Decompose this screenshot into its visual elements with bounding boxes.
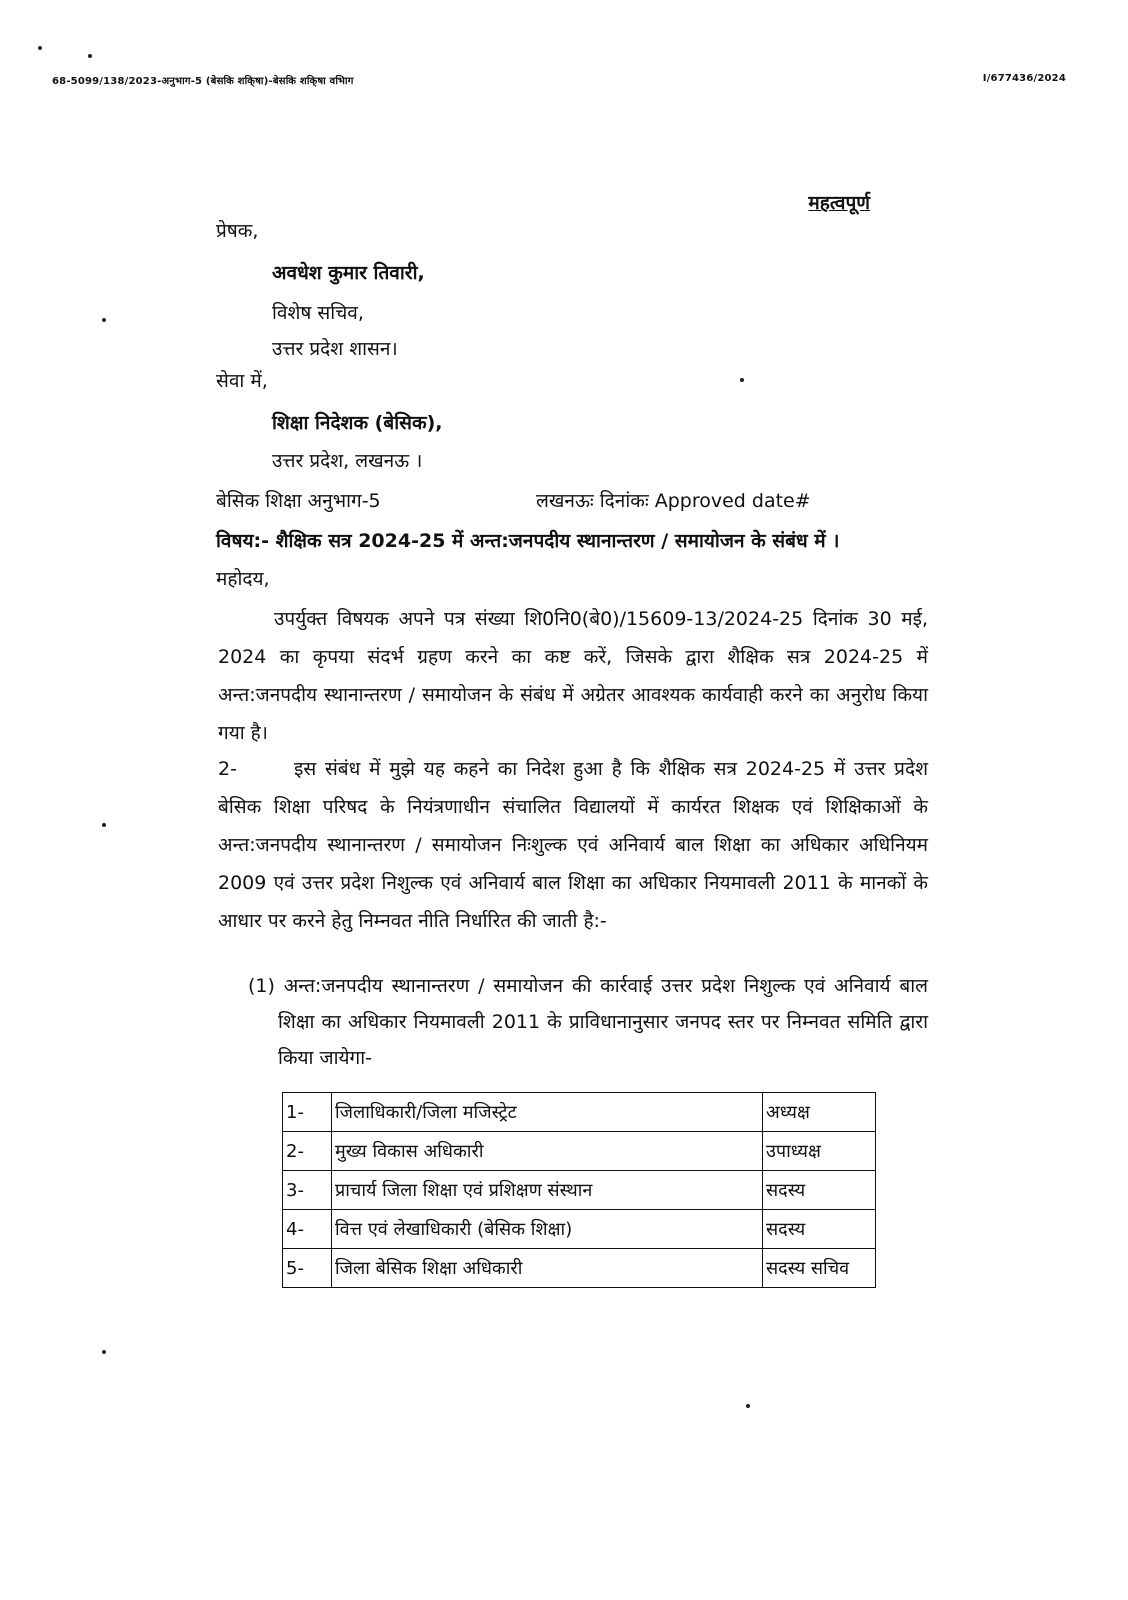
importance-label: महत्वपूर्ण [808, 192, 870, 214]
scan-speck [102, 823, 106, 827]
paragraph-2-number: 2- [218, 758, 237, 780]
salutation: महोदय, [216, 568, 270, 590]
file-reference: 68-5099/138/2023-अनुभाग-5 (बेसकि शकि्षा)-बेसकि शकि्षा वभिाग [52, 76, 354, 87]
scan-speck [102, 318, 106, 322]
scan-speck [88, 54, 92, 58]
sender-office: उत्तर प्रदेश शासन। [272, 338, 398, 360]
member-title: मुख्य विकास अधिकारी [332, 1132, 763, 1171]
recipient-address: उत्तर प्रदेश, लखनऊ । [272, 450, 423, 472]
member-title: प्राचार्य जिला शिक्षा एवं प्रशिक्षण संस्थान [332, 1171, 763, 1210]
table-row [283, 1093, 876, 1132]
member-role: सदस्य [763, 1210, 876, 1249]
table-row [283, 1132, 876, 1171]
sender-label: प्रेषक, [216, 220, 259, 242]
row-number: 5- [283, 1249, 332, 1288]
table-row [283, 1210, 876, 1249]
point-1-text: (1) अन्त:जनपदीय स्थानान्तरण / समायोजन की कार्रवाई उत्तर प्रदेश निशुल्क एवं अनिवार्य बाल शिक्षा का अधिकार नियमावली 2011 के प्राविधानानुसार जनपद स्तर पर निम्नवत समिति द्वारा किया जायेगा- [248, 975, 928, 1069]
row-number: 2- [283, 1132, 332, 1171]
place-date: लखनऊः दिनांकः Approved date# [536, 490, 811, 512]
recipient-name: शिक्षा निदेशक (बेसिक), [272, 412, 443, 434]
subject-line: विषय:- शैक्षिक सत्र 2024-25 में अन्त:जनपदीय स्थानान्तरण / समायोजन के संबंध में । [216, 530, 840, 552]
section-name: बेसिक शिक्षा अनुभाग-5 [216, 490, 381, 512]
member-role: सदस्य [763, 1171, 876, 1210]
paragraph-2-body [218, 750, 928, 940]
scan-speck [102, 1350, 106, 1354]
member-role: उपाध्यक्ष [763, 1132, 876, 1171]
scan-speck [746, 1404, 750, 1408]
paragraph-2-text: इस संबंध में मुझे यह कहने का निदेश हुआ है कि शैक्षिक सत्र 2024-25 में उत्तर प्रदेश बेसिक शिक्षा परिषद के नियंत्रणाधीन संचालित विद्यालयों में कार्यरत शिक्षक एवं शिक्षिकाओं के अन्त:जनपदीय स्थानान्तरण / समायोजन निःशुल्क एवं अनिवार्य बाल शिक्षा का अधिकार अधिनियम 2009 एवं उत्तर प्रदेश निशुल्क एवं अनिवार्य बाल शिक्षा का अधिकार नियमावली 2011 के मानकों के आधार पर करने हेतु निम्नवत नीति निर्धारित की जाती है:- [218, 758, 928, 932]
scan-speck [740, 378, 744, 382]
document-number: I/677436/2024 [982, 73, 1066, 84]
paragraph-1-text: उपर्युक्त विषयक अपने पत्र संख्या शि0नि0(बे0)/15609-13/2024-25 दिनांक 30 मई, 2024 का कृपया संदर्भ ग्रहण करने का कष्ट करें, जिसके द्वारा शैक्षिक सत्र 2024-25 में अन्त:जनपदीय स्थानान्तरण / समायोजन के संबंध में अग्रेतर आवश्यक कार्यवाही करने का अनुरोध किया गया है। [218, 608, 928, 744]
committee-table [282, 1092, 876, 1288]
sender-name: अवधेश कुमार तिवारी, [272, 262, 425, 284]
recipient-label: सेवा में, [216, 370, 268, 392]
paragraph-2 [218, 750, 928, 940]
row-number: 3- [283, 1171, 332, 1210]
member-title: जिला बेसिक शिक्षा अधिकारी [332, 1249, 763, 1288]
sender-designation: विशेष सचिव, [272, 302, 364, 324]
table-row [283, 1171, 876, 1210]
paragraph-1 [218, 600, 928, 752]
scan-speck [38, 46, 42, 50]
point-1 [248, 968, 928, 1076]
member-title: वित्त एवं लेखाधिकारी (बेसिक शिक्षा) [332, 1210, 763, 1249]
member-role: सदस्य सचिव [763, 1249, 876, 1288]
member-title: जिलाधिकारी/जिला मजिस्ट्रेट [332, 1093, 763, 1132]
member-role: अध्यक्ष [763, 1093, 876, 1132]
table-row [283, 1249, 876, 1288]
row-number: 1- [283, 1093, 332, 1132]
row-number: 4- [283, 1210, 332, 1249]
